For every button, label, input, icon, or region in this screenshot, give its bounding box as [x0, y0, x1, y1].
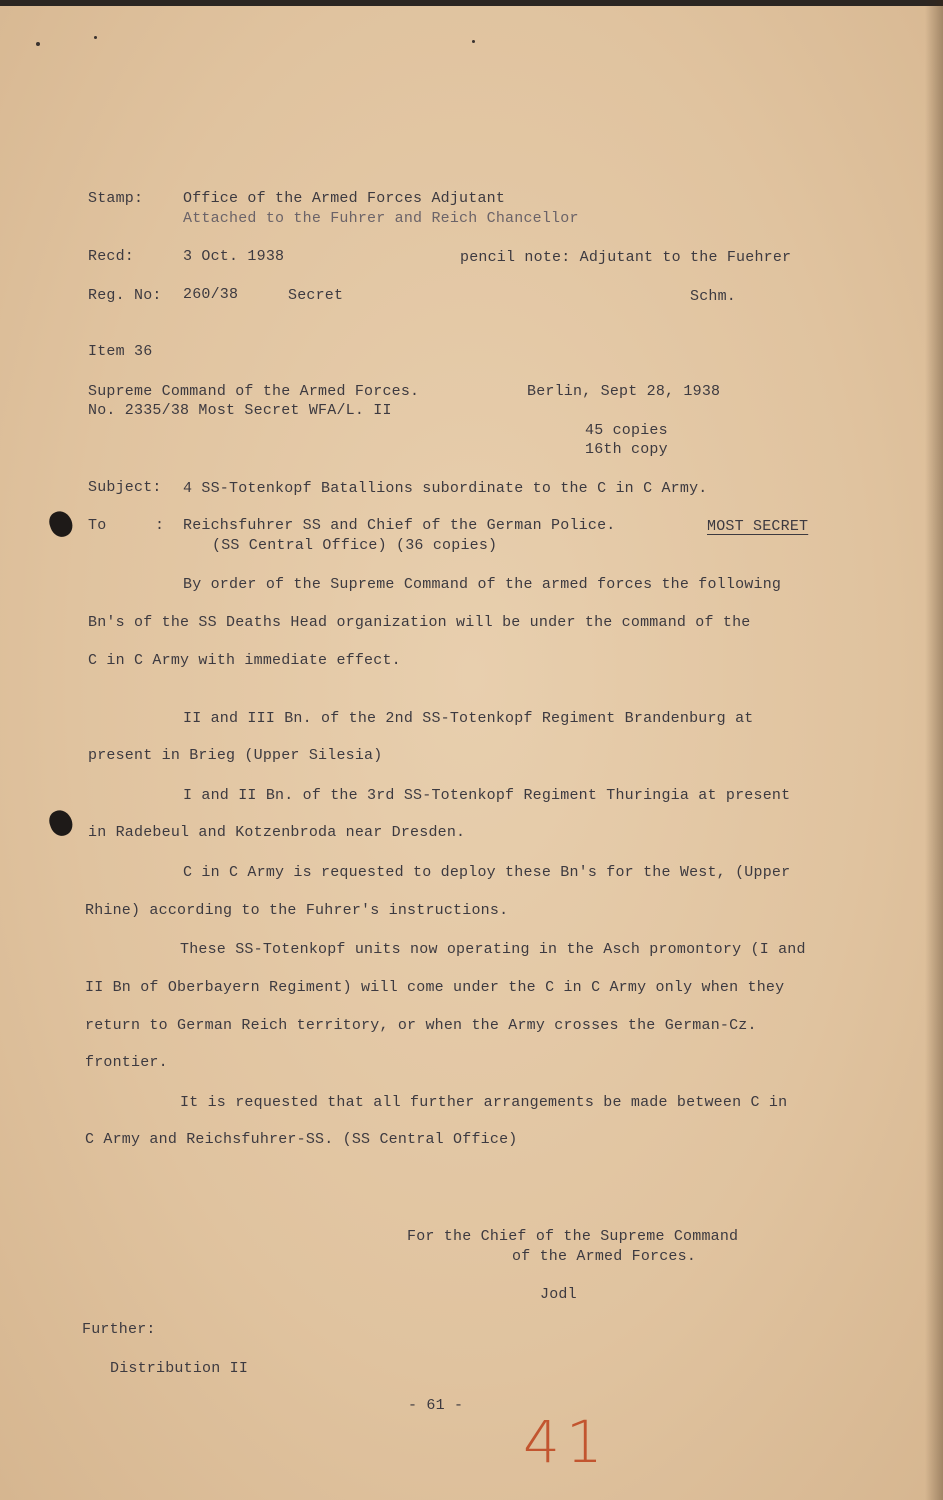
- body-text: These SS-Totenkopf units now operating in the Asch promontory (I and: [180, 941, 806, 958]
- page-top-edge: [0, 0, 943, 6]
- body-text: return to German Reich territory, or when the Army crosses the German-Cz.: [85, 1017, 757, 1034]
- place-date: Berlin, Sept 28, 1938: [527, 383, 721, 400]
- signature-line-1: For the Chief of the Supreme Command: [407, 1228, 739, 1245]
- body-text: II and III Bn. of the 2nd SS-Totenkopf Regiment Brandenburg at: [183, 710, 754, 727]
- to-colon: :: [155, 517, 165, 534]
- body-text: frontier.: [85, 1054, 168, 1071]
- page-right-edge: [925, 0, 943, 1500]
- stamp-line-2: Attached to the Fuhrer and Reich Chancellor: [183, 210, 579, 227]
- punch-hole: [46, 807, 76, 839]
- item-number: Item 36: [88, 343, 153, 360]
- origin-line-1: Supreme Command of the Armed Forces.: [88, 383, 420, 400]
- recd-label: Recd:: [88, 248, 135, 265]
- body-text: Rhine) according to the Fuhrer's instructions.: [85, 902, 509, 919]
- body-text: C in C Army with immediate effect.: [88, 652, 401, 669]
- recd-value: 3 Oct. 1938: [183, 248, 285, 265]
- body-text: By order of the Supreme Command of the armed forces the following: [183, 576, 782, 593]
- to-line-1: Reichsfuhrer SS and Chief of the German Police.: [183, 517, 616, 534]
- body-text: C in C Army is requested to deploy these Bn's for the West, (Upper: [183, 864, 791, 881]
- body-text: Bn's of the SS Deaths Head organization will be under the command of the: [88, 614, 751, 631]
- body-text: II Bn of Oberbayern Regiment) will come under the C in C Army only when they: [85, 979, 785, 996]
- stamp-line-1: Office of the Armed Forces Adjutant: [183, 190, 506, 207]
- further-label: Further:: [82, 1321, 156, 1338]
- punch-hole: [46, 508, 76, 540]
- origin-line-2: No. 2335/38 Most Secret WFA/L. II: [88, 402, 392, 419]
- body-text: in Radebeul and Kotzenbroda near Dresden.: [88, 824, 466, 841]
- page-number: - 61 -: [408, 1397, 464, 1414]
- copy-number: 16th copy: [585, 441, 668, 458]
- pencil-note: pencil note: Adjutant to the Fuehrer: [460, 249, 792, 266]
- speck: [472, 40, 475, 43]
- reg-secret: Secret: [288, 287, 344, 304]
- body-text: It is requested that all further arrangements be made between C in: [180, 1094, 788, 1111]
- to-label: To: [88, 517, 107, 534]
- subject-label: Subject:: [88, 479, 162, 496]
- body-text: present in Brieg (Upper Silesia): [88, 747, 383, 764]
- reg-value: 260/38: [183, 286, 239, 303]
- signature-line-2: of the Armed Forces.: [512, 1248, 697, 1265]
- pencil-page-number: 41: [523, 1408, 609, 1476]
- body-text: C Army and Reichsfuhrer-SS. (SS Central Office): [85, 1131, 518, 1148]
- distribution-text: Distribution II: [110, 1360, 249, 1377]
- stamp-label: Stamp:: [88, 190, 144, 207]
- body-text: I and II Bn. of the 3rd SS-Totenkopf Regiment Thuringia at present: [183, 787, 791, 804]
- to-line-2: (SS Central Office) (36 copies): [212, 537, 498, 554]
- speck: [94, 36, 97, 39]
- schm-initials: Schm.: [690, 288, 737, 305]
- classification-most-secret: MOST SECRET: [707, 518, 809, 535]
- copies-count: 45 copies: [585, 422, 668, 439]
- signature-name: Jodl: [540, 1286, 577, 1303]
- speck: [36, 42, 40, 46]
- reg-label: Reg. No:: [88, 287, 162, 304]
- subject-text: 4 SS-Totenkopf Batallions subordinate to the C in C Army.: [183, 480, 708, 497]
